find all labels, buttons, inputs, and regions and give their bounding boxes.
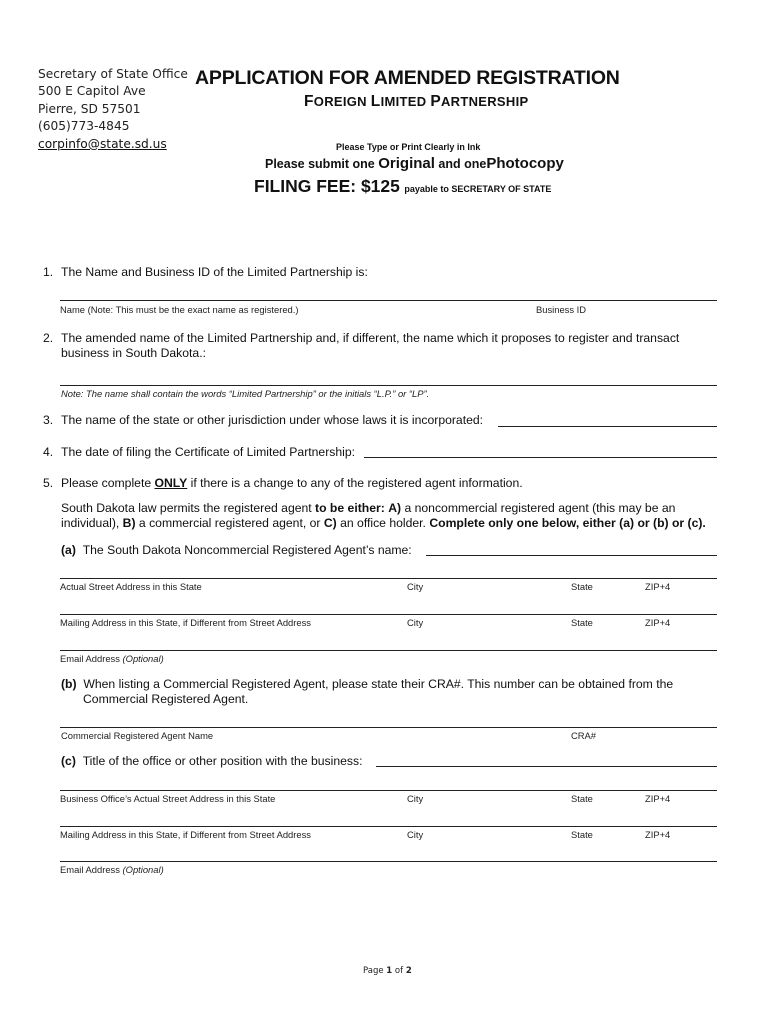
option-a: (a) The South Dakota Noncommercial Registered Agent’s name: bbox=[61, 543, 412, 557]
page-title: APPLICATION FOR AMENDED REGISTRATION bbox=[195, 67, 620, 89]
section-4-text: The date of filing the Certificate of Limited Partnership: bbox=[61, 445, 356, 459]
page-subtitle: FOREIGN LIMITED PARTNERSHIP bbox=[304, 93, 529, 110]
amended-name-line[interactable] bbox=[60, 385, 717, 386]
office-title-line[interactable] bbox=[376, 766, 717, 767]
office-street: 500 E Capitol Ave bbox=[38, 84, 146, 98]
commercial-agent-line[interactable] bbox=[60, 727, 717, 728]
c-street-line[interactable] bbox=[60, 790, 717, 791]
c-city-label: City bbox=[407, 793, 424, 804]
option-b-line2: Commercial Registered Agent. bbox=[83, 692, 249, 706]
commercial-agent-label: Commercial Registered Agent Name bbox=[61, 730, 214, 741]
section-2-note: Note: The name shall contain the words “Limited Partnership” or the initials “L.P.” or “LP”. bbox=[61, 388, 430, 399]
c-mailing-label: Mailing Address in this State, if Different from Street Address bbox=[60, 829, 311, 840]
section-4-number: 4. bbox=[43, 445, 54, 459]
section-2-number: 2. bbox=[43, 331, 54, 345]
section-3-number: 3. bbox=[43, 413, 54, 427]
c-mailing-state-label: State bbox=[571, 829, 593, 840]
section-2-line2: business in South Dakota.: bbox=[61, 346, 206, 360]
c-email-label: Email Address (Optional) bbox=[60, 864, 164, 875]
c-zip-label: ZIP+4 bbox=[645, 793, 671, 804]
section-5-number: 5. bbox=[43, 476, 54, 490]
office-email-link[interactable]: corpinfo@state.sd.us bbox=[38, 137, 167, 151]
a-zip-label: ZIP+4 bbox=[645, 581, 671, 592]
filing-date-line[interactable] bbox=[364, 457, 717, 458]
submit-note: Please submit one Original and onePhotocopy bbox=[265, 155, 564, 172]
section-3-text: The name of the state or other jurisdiction under whose laws it is incorporated: bbox=[61, 413, 484, 427]
c-email-line[interactable] bbox=[60, 861, 717, 862]
noncommercial-agent-name-line[interactable] bbox=[426, 555, 717, 556]
a-mailing-zip-label: ZIP+4 bbox=[645, 617, 671, 628]
cra-label: CRA# bbox=[571, 730, 597, 741]
a-mailing-line[interactable] bbox=[60, 614, 717, 615]
a-city-label: City bbox=[407, 581, 424, 592]
office-phone: (605)773-4845 bbox=[38, 119, 130, 133]
a-mailing-state-label: State bbox=[571, 617, 593, 628]
c-mailing-zip-label: ZIP+4 bbox=[645, 829, 671, 840]
a-street-label: Actual Street Address in this State bbox=[60, 581, 202, 592]
law-line-2: individual), B) a commercial registered agent, or C) an office holder. Complete only one below, either (a) or (b) or (c). bbox=[61, 516, 706, 530]
c-street-label: Business Office’s Actual Street Address in this State bbox=[60, 793, 276, 804]
section-1-number: 1. bbox=[43, 265, 54, 279]
a-email-line[interactable] bbox=[60, 650, 717, 651]
option-b: (b) When listing a Commercial Registered Agent, please state their CRA#. This number can be obtained from the bbox=[61, 677, 674, 691]
a-mailing-label: Mailing Address in this State, if Different from Street Address bbox=[60, 617, 311, 628]
business-id-label: Business ID bbox=[536, 304, 587, 315]
option-c: (c) Title of the office or other position with the business: bbox=[61, 754, 363, 768]
office-city: Pierre, SD 57501 bbox=[38, 102, 141, 116]
name-business-id-line[interactable] bbox=[60, 300, 717, 301]
a-mailing-city-label: City bbox=[407, 617, 424, 628]
type-note: Please Type or Print Clearly in Ink bbox=[336, 142, 481, 152]
section-2-line1: The amended name of the Limited Partnership and, if different, the name which it proposes to register and transact bbox=[61, 331, 680, 345]
name-label: Name (Note: This must be the exact name as registered.) bbox=[60, 304, 299, 315]
a-street-line[interactable] bbox=[60, 578, 717, 579]
law-line-1: South Dakota law permits the registered agent to be either: A) a noncommercial registered agent (this may be an bbox=[61, 501, 676, 515]
page-number: Page 1 of 2 bbox=[363, 966, 412, 976]
office-name: Secretary of State Office bbox=[38, 67, 188, 81]
c-mailing-line[interactable] bbox=[60, 826, 717, 827]
c-state-label: State bbox=[571, 793, 593, 804]
jurisdiction-line[interactable] bbox=[498, 426, 717, 427]
section-5-text: Please complete ONLY if there is a change to any of the registered agent information. bbox=[61, 476, 523, 490]
filing-fee: FILING FEE: $125 payable to SECRETARY OF STATE bbox=[254, 176, 552, 196]
a-email-label: Email Address (Optional) bbox=[60, 653, 164, 664]
a-state-label: State bbox=[571, 581, 593, 592]
c-mailing-city-label: City bbox=[407, 829, 424, 840]
section-1-text: The Name and Business ID of the Limited Partnership is: bbox=[61, 265, 368, 279]
